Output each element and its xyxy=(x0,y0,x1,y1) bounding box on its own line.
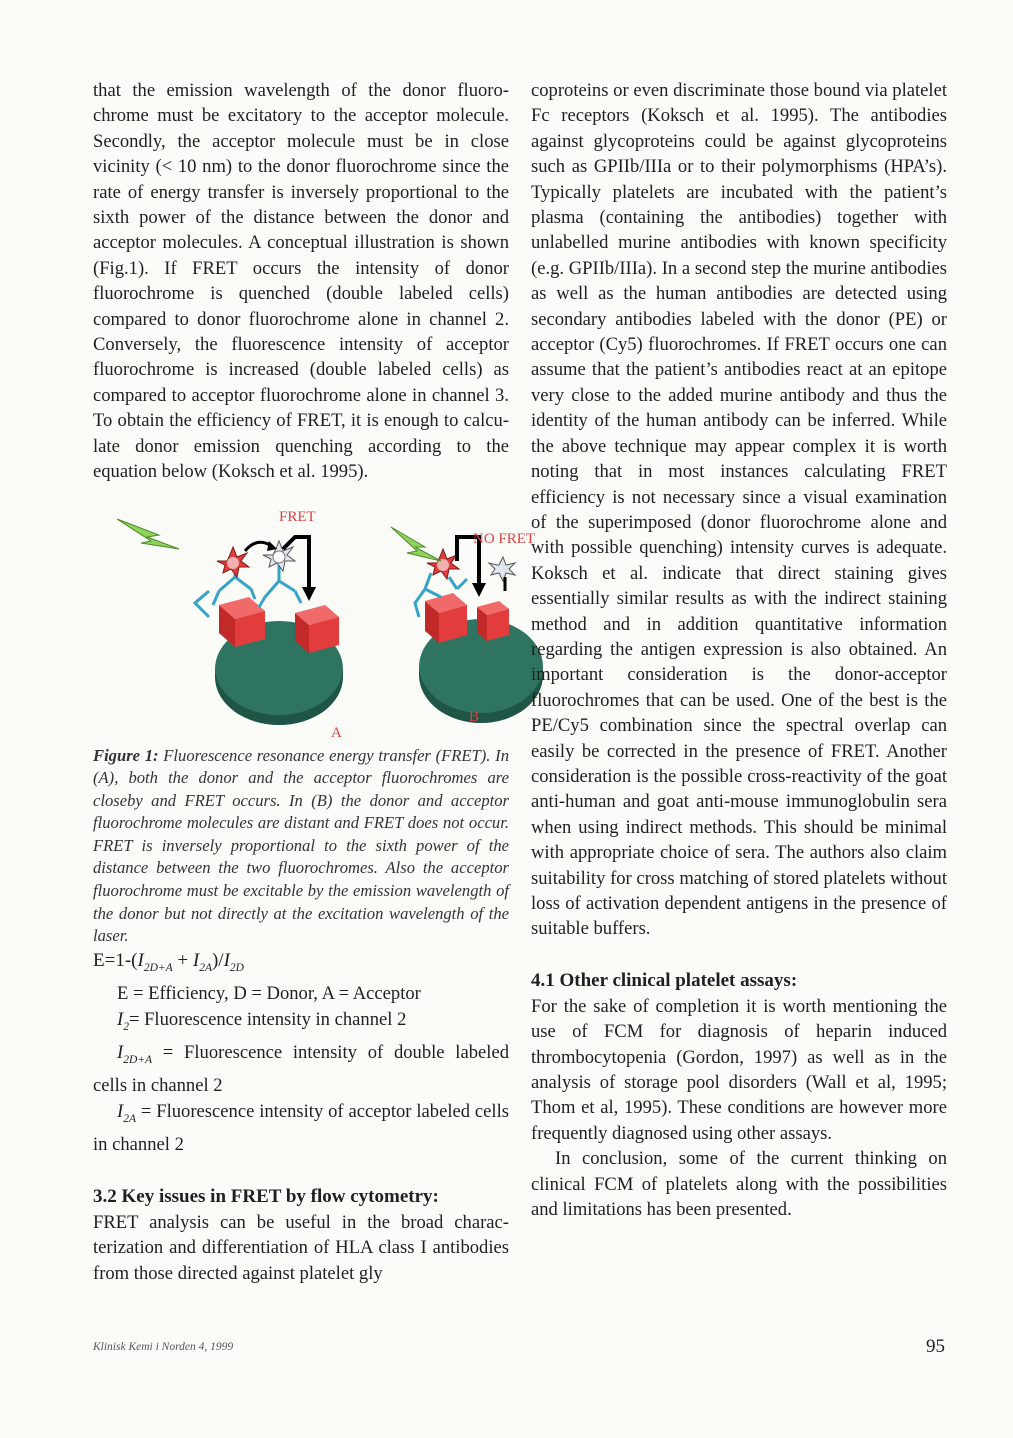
receptor-cube-b2 xyxy=(477,601,509,641)
section-heading-4-1: 4.1 Other clinical platelet assays: xyxy=(531,969,798,991)
emission-arrow-icon xyxy=(283,537,309,589)
right-paragraph-1: coproteins or even discriminate those bound via platelet Fc receptors (Koksch et al. 1995). The antibodies against glycoproteins could be against glycoproteins such as GPIIb/IIIa or to their polymorphisms (HPA’s). Typically platelets are incubated with the patient’s plasma (containing the antibodies) together with unlabelled murine antibodies with known specificity (e.g. GPIIb/IIIa). In a second step the murine antibodies as well as the human antibodies are detected using secondary antibodies labeled with the donor (PE) or acceptor (Cy5) fluorochromes. If FRET occurs one can assume that the patient’s antibodies react at an epitope very close to the added murine antibody and thus the identity of the human antibody can be inferred. While the above technique may appear complex it is worth noting that in most instances calculating FRET efficiency is not necessary since a visual examination of the superimposed (donor fluorochrome alone and with possible quenching) intensity curves is adequate. Koksch et al. indicate that direct staining gives essentially similar results as with the indirect staining method and in addition quantitative information regarding the antigen expression is also obtained. An important consideration is the donor-acceptor fluorochromes that can be used. One of the best is the PE/Cy5 combination since the spectral overlap can easily be corrected in the presence of FRET. Another consideration is the possible cross-reactivity of the goat anti-human and goat anti-mouse immunoglobulin sera when using indirect methods. This should be minimal with appropriate choice of sera. The authors also claim suitability for cross matching of stored platelets without loss of activation dependent antigens in the presence of suitable buffers. xyxy=(531,80,947,940)
figure-1 xyxy=(69,507,536,741)
figure-caption xyxy=(93,745,509,948)
lightning-bolt-icon xyxy=(391,527,441,561)
conclusion-paragraph: In conclusion, some of the current thinking on clinical FCM of platelets along with the possibilities and limitations has been presented. xyxy=(531,1148,947,1221)
left-column xyxy=(93,78,536,1286)
definition-i2da: $I_{2D+A}$ = Fluorescence intensity of double labeled cells in channel 2 xyxy=(93,1042,509,1097)
receptor-cube-a2 xyxy=(295,605,339,653)
section-4-1-paragraph: For the sake of completion it is worth mentioning the use of FCM for diagnosis of heparin induced thrombocytopenia (Gordon, 1997) as well as in the analysis of storage pool disorders (Wall et al, 1995; Thom et al, 1995). These conditions are however more frequently diagnosed using other assays. xyxy=(531,995,947,1144)
panel-a xyxy=(117,509,343,741)
fluorochrome-star-icon xyxy=(217,547,249,577)
receptor-cube-a1 xyxy=(219,597,265,647)
page-number: 95 xyxy=(926,1336,945,1357)
panel-b-label: B xyxy=(469,708,480,725)
left-paragraph-1: that the emission wavelength of the donor fluorochrome must be excitatory to the acceptor molecule. Secondly, the acceptor molecule must be in close vicinity (< 10 nm) to the donor fluorochrome since the rate of energy transfer is inversely proportional to the sixth power of the distance between the donor and acceptor molecules. A conceptual illustration is shown (Fig.1). If FRET occurs the intensity of donor fluorochrome is quenched (double labeled cells) compared to donor fluorochrome alone in channel 2. Conversely, the fluorescence intensity of acceptor fluorochrome is increased (double labeled cells) as compared to acceptor fluorochrome alone in channel 3. To obtain the efficiency of FRET, it is enough to calculate donor emission quenching according to the equation below (Koksch et al. 1995). xyxy=(93,80,509,483)
fret-equation: $E=1-(I_{2D+A} + I_{2A})/I_{2D}$ xyxy=(93,949,244,974)
fluorochrome-star-icon xyxy=(489,557,515,581)
fret-illustration xyxy=(69,507,536,741)
panel-b xyxy=(391,527,543,725)
definition-i2: $I_2=$ Fluorescence intensity in channel 2 xyxy=(117,1008,407,1033)
section-heading-3-2: 3.2 Key issues in FRET by flow cytometry: xyxy=(93,1185,439,1207)
right-column xyxy=(531,78,947,1222)
panel-a-label: A xyxy=(331,724,342,741)
receptor-cube-b1 xyxy=(425,593,467,643)
definition-e: E = Efficiency, D = Donor, A = Acceptor xyxy=(117,983,421,1005)
section-3-2-paragraph: FRET analysis can be useful in the broad characterization and differentiation of HLA class I antibodies from those directed against platelet gly xyxy=(93,1211,509,1284)
nofret-label: NO FRET xyxy=(473,530,536,547)
fret-label: FRET xyxy=(279,508,316,525)
antibody-a2 xyxy=(259,565,301,607)
figure-caption-text: Fluorescence resonance energy transfer (FRET). In (A), both the donor and the acceptor fluorochromes are closeby and FRET occurs. In (B) the donor and acceptor fluorochrome molecules are distant and FRET does not occur. FRET is inversely proportional to the sixth power of the distance between the two fluorochromes. Also the acceptor fluorochrome must be excitable by the emission wavelength of the donor but not directly at the excitation wavelength of the laser. xyxy=(93,745,509,946)
figure-caption-lead: Figure 1: xyxy=(93,745,159,765)
footer-journal: Klinisk Kemi i Norden 4, 1999 xyxy=(93,1341,234,1353)
lightning-bolt-icon xyxy=(117,519,179,549)
definition-i2a: $I_{2A}$ = Fluorescence intensity of acceptor labeled cells in channel 2 xyxy=(93,1100,509,1156)
